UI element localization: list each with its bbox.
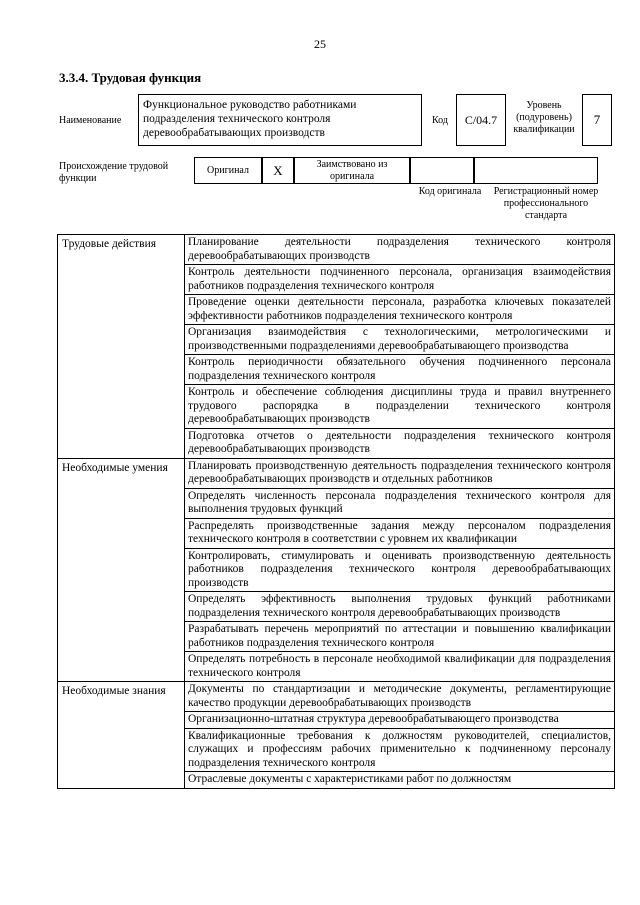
item-cell: Отраслевые документы с характеристиками работ по должностям (185, 772, 615, 789)
level-value: 7 (593, 112, 601, 127)
original-mark-cell (262, 157, 294, 184)
item-cell: Планирование деятельности подразделения технического контроля деревообрабатывающих производств (185, 235, 615, 265)
page-number: 25 (314, 37, 326, 51)
original-label: Оригинал (207, 164, 249, 176)
reg-number-label: Регистрационный номер профессионального стандарта (493, 186, 599, 221)
item-cell: Организационно-штатная структура деревообрабатывающего производства (185, 712, 615, 729)
item-cell: Определять эффективность выполнения трудовых функций работниками подразделения технического контроля деревообрабатывающих производств (185, 592, 615, 622)
item-cell: Контроль периодичности обязательного обучения подчиненного персонала подразделения технического контроля (185, 355, 615, 385)
level-label: Уровень (подуровень) квалификации (513, 100, 575, 135)
code-value: C/04.7 (464, 112, 498, 127)
origin-row (194, 157, 598, 184)
section-title: 3.3.4. Трудовая функция (59, 70, 202, 85)
code-original-label: Код оригинала (418, 186, 482, 197)
item-cell: Документы по стандартизации и методические документы, регламентирующие качество продукции деревообрабатывающих производств (185, 682, 615, 712)
table-row (58, 235, 615, 265)
item-cell: Подготовка отчетов о деятельности подразделения технического контроля деревообрабатывающих производств (185, 428, 615, 458)
name-label: Наименование (59, 115, 122, 126)
borrowed-label: Заимствовано из оригинала (316, 158, 388, 182)
category-cell: Необходимые умения (58, 458, 185, 682)
code-label: Код (432, 115, 448, 126)
category-cell: Трудовые действия (58, 235, 185, 459)
item-cell: Контролировать, стимулировать и оценивать производственную деятельность работников подразделения технического контроля деревообрабатывающих производств (185, 548, 615, 592)
item-cell: Квалификационные требования к должностям руководителей, специалистов, служащих и профессиям рабочих применительно к подчиненному персоналу подразделения технического контроля (185, 728, 615, 772)
code-box (456, 94, 506, 146)
level-box (582, 94, 612, 146)
original-label-cell (194, 157, 262, 184)
category-cell: Необходимые знания (58, 682, 185, 789)
item-cell: Определять потребность в персонале необходимой квалификации для подразделения технического контроля (185, 652, 615, 682)
origin-label: Происхождение трудовой функции (59, 161, 169, 184)
item-cell: Определять численность персонала подразделения технического контроля для выполнения трудовых функций (185, 488, 615, 518)
function-name-value: Функциональное руководство работниками подразделения технического контроля деревообрабатывающих производств (143, 99, 357, 139)
item-cell: Распределять производственные задания между персоналом подразделения технического контроля в соответствии с уровнем их квалификации (185, 518, 615, 548)
code-original-cell (410, 157, 474, 184)
item-cell: Контроль деятельности подчиненного персонала, организация взаимодействия работников подразделения технического контроля (185, 265, 615, 295)
item-cell: Разрабатывать перечень мероприятий по аттестации и повышению квалификации работников подразделения технического контроля (185, 622, 615, 652)
borrowed-label-cell (294, 157, 410, 184)
item-cell: Проведение оценки деятельности персонала, разработка ключевых показателей эффективности работников подразделения технического контроля (185, 295, 615, 325)
original-mark: X (273, 162, 283, 178)
item-cell: Организация взаимодействия с технологическими, метрологическими и производственными подразделениями деревообрабатывающего производства (185, 325, 615, 355)
reg-number-cell (474, 157, 598, 184)
table-row (58, 682, 615, 712)
function-name-box (138, 94, 422, 146)
item-cell: Контроль и обеспечение соблюдения дисциплины труда и правил внутреннего трудового распорядка в подразделении технического контроля деревообрабатывающих производств (185, 385, 615, 429)
item-cell: Планировать производственную деятельность подразделения технического контроля деревообрабатывающих производств и отдельных работников (185, 458, 615, 488)
table-row (58, 458, 615, 488)
function-table (57, 234, 615, 789)
